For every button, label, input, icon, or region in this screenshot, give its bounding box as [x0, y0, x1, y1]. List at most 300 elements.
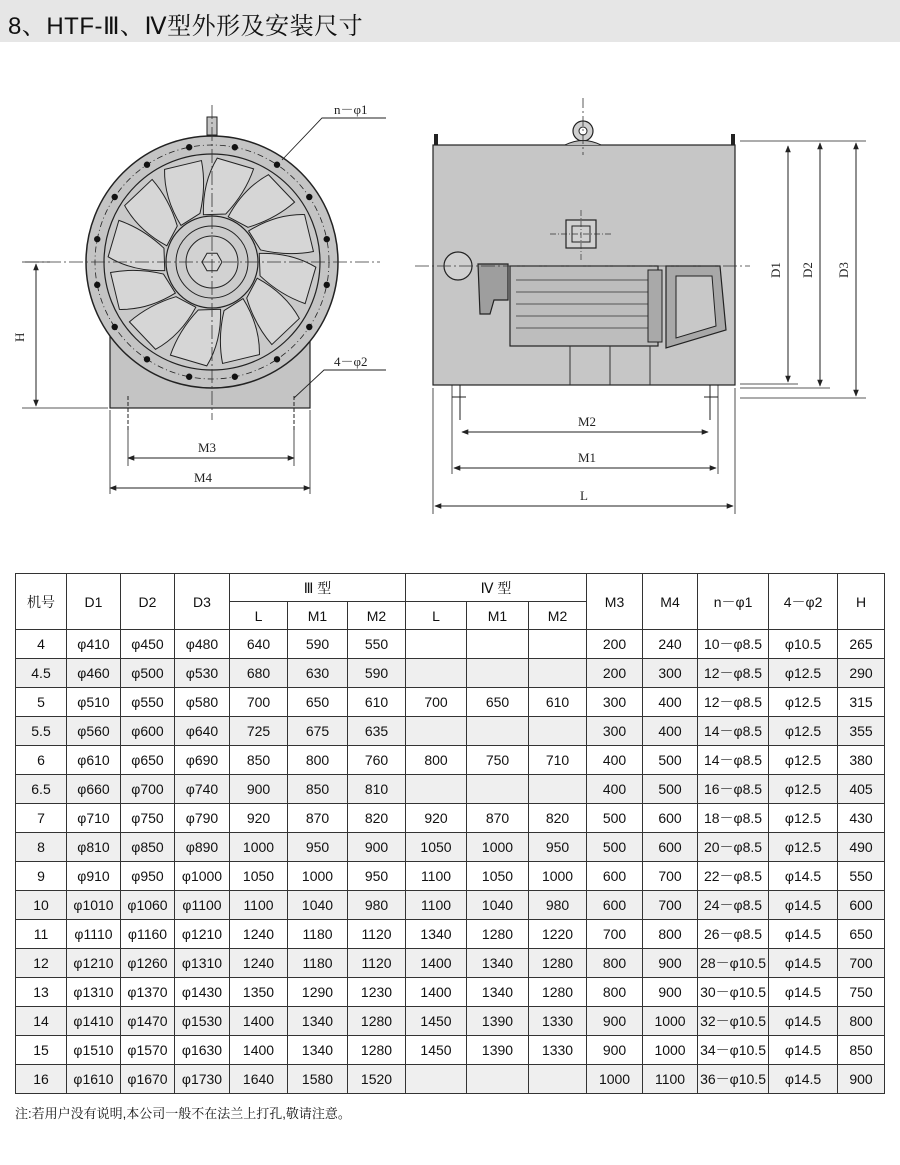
table-cell: 8 — [16, 833, 67, 862]
table-cell: 1100 — [406, 862, 467, 891]
table-cell — [406, 1065, 467, 1094]
table-cell: 800 — [587, 978, 643, 1007]
table-cell — [467, 630, 529, 659]
table-cell: 34－φ10.5 — [698, 1036, 769, 1065]
table-cell: φ610 — [67, 746, 121, 775]
table-cell: 590 — [288, 630, 348, 659]
table-cell: 500 — [587, 833, 643, 862]
table-cell: φ1570 — [121, 1036, 175, 1065]
table-cell: 700 — [406, 688, 467, 717]
table-cell: 950 — [348, 862, 406, 891]
table-cell: 10－φ8.5 — [698, 630, 769, 659]
table-cell — [406, 659, 467, 688]
table-cell: φ12.5 — [769, 775, 838, 804]
table-cell: 30－φ10.5 — [698, 978, 769, 1007]
outline-drawing — [0, 60, 900, 560]
table-cell: 14－φ8.5 — [698, 717, 769, 746]
table-cell: 870 — [467, 804, 529, 833]
table-cell: 380 — [838, 746, 885, 775]
bolt-hole — [232, 374, 238, 380]
table-cell — [406, 717, 467, 746]
table-cell: φ740 — [175, 775, 230, 804]
bolt-hole — [144, 356, 150, 362]
table-row — [16, 746, 885, 775]
th-type3: Ⅲ 型 — [230, 574, 406, 602]
table-cell: 635 — [348, 717, 406, 746]
table-cell: 20－φ8.5 — [698, 833, 769, 862]
table-cell: φ1510 — [67, 1036, 121, 1065]
table-cell: φ1530 — [175, 1007, 230, 1036]
table-cell: φ460 — [67, 659, 121, 688]
table-cell — [529, 717, 587, 746]
table-cell: 650 — [467, 688, 529, 717]
table-cell: 1340 — [467, 949, 529, 978]
table-cell: 800 — [643, 920, 698, 949]
n-phi1-label: n－φ1 — [334, 102, 368, 117]
bolt-hole — [232, 144, 238, 150]
table-row — [16, 688, 885, 717]
table-cell: 1390 — [467, 1007, 529, 1036]
table-cell: 1240 — [230, 920, 288, 949]
table-cell: φ580 — [175, 688, 230, 717]
table-cell: 400 — [643, 717, 698, 746]
table-cell: φ12.5 — [769, 688, 838, 717]
table-cell: 900 — [838, 1065, 885, 1094]
table-cell: 820 — [348, 804, 406, 833]
table-cell: φ1610 — [67, 1065, 121, 1094]
table-cell: 430 — [838, 804, 885, 833]
table-cell: 600 — [587, 862, 643, 891]
table-cell: φ710 — [67, 804, 121, 833]
table-cell: φ14.5 — [769, 949, 838, 978]
table-cell: 650 — [288, 688, 348, 717]
th-h: H — [838, 574, 885, 630]
table-cell: 1180 — [288, 920, 348, 949]
table-cell: 900 — [643, 949, 698, 978]
table-cell: φ600 — [121, 717, 175, 746]
th-m4: M4 — [643, 574, 698, 630]
table-cell: 6 — [16, 746, 67, 775]
table-cell: 1280 — [467, 920, 529, 949]
table-cell: 550 — [838, 862, 885, 891]
th-type3-m1: M1 — [288, 602, 348, 630]
table-cell: φ1210 — [175, 920, 230, 949]
table-cell: 36－φ10.5 — [698, 1065, 769, 1094]
table-cell: φ750 — [121, 804, 175, 833]
table-row — [16, 891, 885, 920]
table-cell: φ550 — [121, 688, 175, 717]
table-cell: 820 — [529, 804, 587, 833]
table-cell: 680 — [230, 659, 288, 688]
table-cell: φ1210 — [67, 949, 121, 978]
table-cell: 1640 — [230, 1065, 288, 1094]
table-row — [16, 862, 885, 891]
table-cell: 1340 — [288, 1036, 348, 1065]
table-cell: 800 — [406, 746, 467, 775]
bolt-hole — [186, 144, 192, 150]
bolt-hole — [274, 162, 280, 168]
table-cell — [467, 1065, 529, 1094]
table-cell: 12－φ8.5 — [698, 688, 769, 717]
table-cell: φ850 — [121, 833, 175, 862]
table-cell: 1100 — [643, 1065, 698, 1094]
page-title: 8、HTF-Ⅲ、Ⅳ型外形及安装尺寸 — [8, 13, 364, 40]
table-cell: 900 — [230, 775, 288, 804]
l-dimension-label: L — [580, 488, 588, 503]
table-cell: φ1730 — [175, 1065, 230, 1094]
table-cell: 15 — [16, 1036, 67, 1065]
table-cell: φ12.5 — [769, 746, 838, 775]
table-cell: φ890 — [175, 833, 230, 862]
table-cell: 1100 — [406, 891, 467, 920]
table-cell: 650 — [838, 920, 885, 949]
table-cell: 1000 — [643, 1007, 698, 1036]
table-cell: 355 — [838, 717, 885, 746]
table-cell: φ1370 — [121, 978, 175, 1007]
table-cell: 850 — [288, 775, 348, 804]
table-cell: 700 — [643, 891, 698, 920]
table-cell: 1340 — [467, 978, 529, 1007]
table-cell: 1040 — [467, 891, 529, 920]
d3-dimension-label: D3 — [836, 262, 851, 278]
table-cell: 850 — [838, 1036, 885, 1065]
table-cell: 200 — [587, 659, 643, 688]
table-cell: 1290 — [288, 978, 348, 1007]
motor-body — [510, 266, 658, 346]
table-cell: φ12.5 — [769, 659, 838, 688]
table-cell: 1000 — [587, 1065, 643, 1094]
title-bar — [0, 0, 900, 42]
table-cell — [406, 775, 467, 804]
table-cell: φ480 — [175, 630, 230, 659]
table-cell: 9 — [16, 862, 67, 891]
table-cell: 1400 — [230, 1036, 288, 1065]
table-cell: 675 — [288, 717, 348, 746]
bolt-hole — [112, 194, 118, 200]
table-cell: 22－φ8.5 — [698, 862, 769, 891]
table-row — [16, 717, 885, 746]
table-cell: 900 — [348, 833, 406, 862]
table-cell: 5.5 — [16, 717, 67, 746]
table-cell: 1120 — [348, 949, 406, 978]
table-cell: 1050 — [230, 862, 288, 891]
table-row — [16, 775, 885, 804]
table-cell: 13 — [16, 978, 67, 1007]
table-cell: 500 — [643, 746, 698, 775]
table-cell: 16－φ8.5 — [698, 775, 769, 804]
table-cell: 290 — [838, 659, 885, 688]
table-cell: 1100 — [230, 891, 288, 920]
table-cell: φ500 — [121, 659, 175, 688]
table-cell: φ1310 — [175, 949, 230, 978]
table-cell: 980 — [348, 891, 406, 920]
th-type3-m2: M2 — [348, 602, 406, 630]
n-phi1-leader — [282, 118, 386, 160]
bolt-hole — [324, 236, 330, 242]
table-cell: 1000 — [288, 862, 348, 891]
table-cell: φ14.5 — [769, 920, 838, 949]
table-cell: φ12.5 — [769, 717, 838, 746]
table-cell: 28－φ10.5 — [698, 949, 769, 978]
table-cell: 32－φ10.5 — [698, 1007, 769, 1036]
table-cell: 950 — [529, 833, 587, 862]
table-cell: φ1260 — [121, 949, 175, 978]
table-cell: φ1110 — [67, 920, 121, 949]
th-m3: M3 — [587, 574, 643, 630]
table-cell: 630 — [288, 659, 348, 688]
table-cell: φ650 — [121, 746, 175, 775]
table-cell: 11 — [16, 920, 67, 949]
table-cell: φ14.5 — [769, 1065, 838, 1094]
table-row — [16, 804, 885, 833]
m4-dimension-label: M4 — [194, 470, 213, 485]
table-cell: 870 — [288, 804, 348, 833]
m2-dimension-label: M2 — [578, 414, 597, 429]
table-cell: φ10.5 — [769, 630, 838, 659]
table-cell: φ1160 — [121, 920, 175, 949]
table-cell: 600 — [643, 804, 698, 833]
table-cell: 640 — [230, 630, 288, 659]
table-cell: φ14.5 — [769, 1007, 838, 1036]
table-row — [16, 978, 885, 1007]
table-cell: φ790 — [175, 804, 230, 833]
table-cell: φ1100 — [175, 891, 230, 920]
th-type4-m1: M1 — [467, 602, 529, 630]
table-cell: 1450 — [406, 1036, 467, 1065]
table-cell: 700 — [838, 949, 885, 978]
table-cell: φ690 — [175, 746, 230, 775]
table-cell: 700 — [643, 862, 698, 891]
table-cell: 14 — [16, 1007, 67, 1036]
table-cell: 6.5 — [16, 775, 67, 804]
th-four-phi2: 4－φ2 — [769, 574, 838, 630]
table-cell: 1280 — [529, 949, 587, 978]
th-type3-l: L — [230, 602, 288, 630]
table-cell: 500 — [587, 804, 643, 833]
table-cell: 600 — [838, 891, 885, 920]
table-cell: 1390 — [467, 1036, 529, 1065]
table-cell: 1000 — [467, 833, 529, 862]
th-type4-l: L — [406, 602, 467, 630]
table-cell: 1240 — [230, 949, 288, 978]
table-cell: 1000 — [643, 1036, 698, 1065]
table-cell: 1400 — [230, 1007, 288, 1036]
table-cell — [529, 659, 587, 688]
table-cell: 725 — [230, 717, 288, 746]
table-cell: φ950 — [121, 862, 175, 891]
table-cell: 300 — [587, 717, 643, 746]
table-cell: 1580 — [288, 1065, 348, 1094]
table-cell: 600 — [587, 891, 643, 920]
side-view — [415, 98, 866, 514]
table-cell: φ660 — [67, 775, 121, 804]
table-cell: 1230 — [348, 978, 406, 1007]
bolt-hole — [144, 162, 150, 168]
m3-dimension-label: M3 — [198, 440, 217, 455]
table-cell — [467, 659, 529, 688]
table-cell: 1280 — [348, 1036, 406, 1065]
table-cell: 800 — [288, 746, 348, 775]
table-cell — [467, 717, 529, 746]
table-cell: 490 — [838, 833, 885, 862]
table-cell: 750 — [838, 978, 885, 1007]
table-cell: 26－φ8.5 — [698, 920, 769, 949]
table-cell: φ1060 — [121, 891, 175, 920]
table-cell: 610 — [529, 688, 587, 717]
table-cell: 1350 — [230, 978, 288, 1007]
table-cell: 400 — [643, 688, 698, 717]
th-d3: D3 — [175, 574, 230, 630]
table-cell: 600 — [643, 833, 698, 862]
table-cell: 810 — [348, 775, 406, 804]
table-cell: 200 — [587, 630, 643, 659]
table-cell: 1220 — [529, 920, 587, 949]
table-cell: φ12.5 — [769, 833, 838, 862]
table-row — [16, 833, 885, 862]
table-cell: 1120 — [348, 920, 406, 949]
dimension-table — [15, 573, 885, 1094]
table-cell: 950 — [288, 833, 348, 862]
table-row — [16, 630, 885, 659]
table-cell: 1330 — [529, 1036, 587, 1065]
table-cell: 1280 — [529, 978, 587, 1007]
table-cell: 315 — [838, 688, 885, 717]
table-cell: 500 — [643, 775, 698, 804]
table-cell: φ14.5 — [769, 862, 838, 891]
d2-dimension-label: D2 — [800, 262, 815, 278]
table-cell: 265 — [838, 630, 885, 659]
table-cell: 700 — [230, 688, 288, 717]
table-cell: 920 — [230, 804, 288, 833]
table-cell: 7 — [16, 804, 67, 833]
d1-dimension-label: D1 — [768, 262, 783, 278]
table-cell: φ14.5 — [769, 891, 838, 920]
table-cell: φ450 — [121, 630, 175, 659]
table-cell: 1050 — [467, 862, 529, 891]
table-cell: φ1630 — [175, 1036, 230, 1065]
table-row — [16, 949, 885, 978]
table-cell: 14－φ8.5 — [698, 746, 769, 775]
table-cell: 1280 — [348, 1007, 406, 1036]
table-cell — [529, 630, 587, 659]
table-cell: 12－φ8.5 — [698, 659, 769, 688]
table-cell: φ640 — [175, 717, 230, 746]
h-dimension-label: H — [12, 332, 27, 342]
bolt-hole — [324, 282, 330, 288]
table-cell: 1340 — [288, 1007, 348, 1036]
table-cell: 16 — [16, 1065, 67, 1094]
table-cell: 550 — [348, 630, 406, 659]
footnote: 注:若用户没有说明,本公司一般不在法兰上打孔,敬请注意。 — [15, 1106, 351, 1121]
table-cell: 850 — [230, 746, 288, 775]
motor-end-cap — [648, 270, 662, 342]
table-cell: 12 — [16, 949, 67, 978]
table-cell: 400 — [587, 775, 643, 804]
bolt-hole — [306, 324, 312, 330]
table-cell — [467, 775, 529, 804]
table-cell — [406, 630, 467, 659]
table-cell: φ1010 — [67, 891, 121, 920]
table-cell: 920 — [406, 804, 467, 833]
table-cell: φ14.5 — [769, 978, 838, 1007]
table-cell: 1000 — [230, 833, 288, 862]
table-cell: 590 — [348, 659, 406, 688]
bolt-hole — [94, 282, 100, 288]
table-cell: φ1430 — [175, 978, 230, 1007]
table-cell: 610 — [348, 688, 406, 717]
table-cell: 900 — [587, 1007, 643, 1036]
table-cell: 980 — [529, 891, 587, 920]
table-row — [16, 1036, 885, 1065]
table-cell: φ1670 — [121, 1065, 175, 1094]
table-cell: 1450 — [406, 1007, 467, 1036]
bolt-hole — [94, 236, 100, 242]
four-phi2-label: 4－φ2 — [334, 354, 368, 369]
table-row — [16, 920, 885, 949]
th-type4-m2: M2 — [529, 602, 587, 630]
front-view — [12, 102, 386, 494]
table-body — [16, 630, 885, 1094]
table-cell: φ510 — [67, 688, 121, 717]
table-cell: 5 — [16, 688, 67, 717]
table-cell: 750 — [467, 746, 529, 775]
table-cell: 4.5 — [16, 659, 67, 688]
table-cell: 900 — [643, 978, 698, 1007]
table-cell: 405 — [838, 775, 885, 804]
table-cell: φ700 — [121, 775, 175, 804]
th-n-phi1: n－φ1 — [698, 574, 769, 630]
table-cell: 300 — [587, 688, 643, 717]
table-cell: φ1310 — [67, 978, 121, 1007]
table-cell — [529, 1065, 587, 1094]
table-cell: 800 — [838, 1007, 885, 1036]
table-cell: φ1000 — [175, 862, 230, 891]
table-cell: 24－φ8.5 — [698, 891, 769, 920]
table-cell: 18－φ8.5 — [698, 804, 769, 833]
th-model: 机号 — [16, 574, 67, 630]
table-cell: 1180 — [288, 949, 348, 978]
table-row — [16, 659, 885, 688]
table-cell: 800 — [587, 949, 643, 978]
table-cell: φ810 — [67, 833, 121, 862]
table-cell: 1330 — [529, 1007, 587, 1036]
th-d1: D1 — [67, 574, 121, 630]
table-cell: 300 — [643, 659, 698, 688]
table-cell: 1400 — [406, 949, 467, 978]
table-cell: φ14.5 — [769, 1036, 838, 1065]
bolt-hole — [186, 374, 192, 380]
table-cell: φ910 — [67, 862, 121, 891]
table-cell: 1000 — [529, 862, 587, 891]
table-cell: 760 — [348, 746, 406, 775]
table-header-row-1 — [16, 574, 885, 602]
table-cell: 4 — [16, 630, 67, 659]
table-row — [16, 1007, 885, 1036]
table-cell: φ560 — [67, 717, 121, 746]
th-type4: Ⅳ 型 — [406, 574, 587, 602]
table-cell: 1050 — [406, 833, 467, 862]
table-cell: 10 — [16, 891, 67, 920]
table-cell: 400 — [587, 746, 643, 775]
table-cell: 240 — [643, 630, 698, 659]
table-cell: φ1410 — [67, 1007, 121, 1036]
th-d2: D2 — [121, 574, 175, 630]
table-cell: φ1470 — [121, 1007, 175, 1036]
table-cell — [529, 775, 587, 804]
table-cell: 710 — [529, 746, 587, 775]
table-cell: 700 — [587, 920, 643, 949]
table-cell: 1340 — [406, 920, 467, 949]
